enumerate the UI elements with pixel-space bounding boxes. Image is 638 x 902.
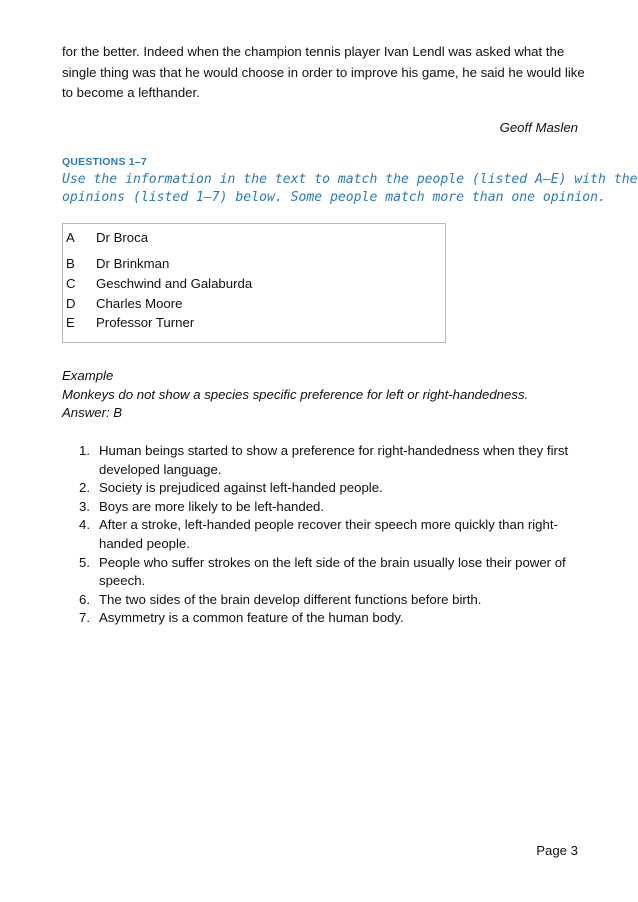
article-author: Geoff Maslen	[499, 120, 578, 135]
example-answer: Answer: B	[62, 405, 123, 420]
opinion-item	[0, 479, 638, 498]
person-letter: D	[66, 296, 76, 311]
opinion-line: People who suffer strokes on the left side of the brain usually lose their power of	[99, 554, 566, 570]
opinion-number: 2.	[79, 480, 90, 496]
opinion-number: 7.	[79, 610, 90, 626]
opinion-text	[99, 609, 569, 628]
opinion-line: handed people.	[99, 535, 190, 551]
opinion-number: 3.	[79, 498, 90, 514]
opinion-number: 4.	[79, 517, 90, 533]
opinion-text	[99, 554, 569, 591]
opinion-line: After a stroke, left-handed people recover their speech more quickly than right-	[99, 517, 558, 533]
opinion-item	[0, 591, 638, 610]
opinion-item	[0, 442, 638, 479]
opinion-number: 1.	[79, 443, 90, 458]
opinion-number: 6.	[79, 591, 90, 607]
opinion-item	[0, 609, 638, 628]
opinions-list	[0, 442, 638, 628]
example-text: Monkeys do not show a species specific preference for left or right-handedness.	[62, 387, 529, 402]
opinion-text	[99, 498, 569, 517]
opinion-text	[99, 591, 569, 610]
opinion-number: 5.	[79, 554, 90, 570]
people-list-box	[62, 223, 446, 343]
person-letter: E	[66, 315, 75, 330]
person-name: Dr Broca	[96, 230, 149, 245]
opinion-line: The two sides of the brain develop different functions before birth.	[99, 591, 482, 607]
opinion-item	[0, 498, 638, 517]
instruction-line: opinions (listed 1–7) below. Some people match more than one opinion.	[62, 190, 606, 205]
opinion-text	[99, 516, 569, 553]
questions-heading: QUESTIONS 1–7	[62, 156, 147, 168]
opinion-line: Asymmetry is a common feature of the human body.	[99, 610, 404, 626]
person-name: Dr Brinkman	[96, 256, 170, 271]
opinion-line: speech.	[99, 573, 146, 589]
intro-paragraph	[62, 42, 585, 104]
questions-instructions	[62, 171, 638, 207]
instruction-line: Use the information in the text to match the people (listed A–E) with the	[62, 172, 638, 187]
opinion-item	[0, 516, 638, 553]
opinion-line: Boys are more likely to be left-handed.	[99, 498, 325, 514]
opinion-item	[0, 554, 638, 591]
intro-line: to become a lefthander.	[62, 85, 200, 100]
intro-line: single thing was that he would choose in order to improve his game, he said he would like	[62, 64, 585, 80]
opinion-text	[99, 479, 569, 498]
opinion-line: developed language.	[99, 461, 222, 477]
person-name: Professor Turner	[96, 315, 195, 330]
opinion-text	[99, 442, 569, 479]
person-letter: B	[66, 256, 75, 271]
example-label: Example	[62, 368, 114, 383]
page-number: Page 3	[536, 843, 578, 858]
person-letter: C	[66, 276, 76, 291]
intro-line: for the better. Indeed when the champion tennis player Ivan Lendl was asked what the	[62, 44, 565, 59]
opinion-line: Human beings started to show a preference for right-handedness when they first	[99, 443, 569, 458]
person-name: Geschwind and Galaburda	[96, 276, 253, 291]
opinion-line: Society is prejudiced against left-handed people.	[99, 480, 383, 496]
person-letter: A	[66, 230, 75, 245]
person-name: Charles Moore	[96, 296, 183, 311]
